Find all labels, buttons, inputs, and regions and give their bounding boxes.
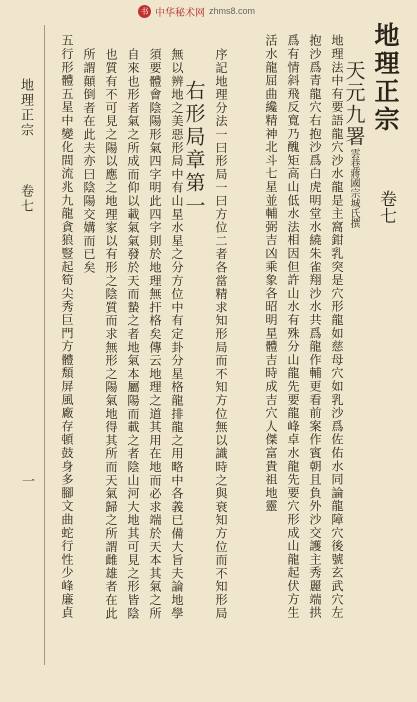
margin-book-title: 地理正宗: [18, 78, 33, 138]
margin-volume: 卷七: [18, 184, 33, 214]
text-column-11: 五行形體五星中變化間流兆九龍貪狼豎起筍尖秀巨門方體頽屏風廠存頓鼓身多腳文曲蛇行性少峰廉貞: [60, 34, 74, 620]
margin-divider: [44, 25, 45, 665]
book-title: 地理正宗: [371, 22, 400, 134]
page-number: 一: [19, 474, 34, 487]
text-column-7: 須要體會陰陽形氣四字明此四字則於地理無扞格矣傳云地理之道其用在地而必求端於天本其氣之所: [148, 48, 162, 620]
text-column-5: 序記地理分法一曰形局一曰方位二者各當精求知形局而不知方位無以識時之與衰知方位而不知形局: [214, 48, 228, 620]
watermark-site-name: 中华秘术网: [155, 7, 205, 19]
text-column-4: 活水龍屈曲纔精神北斗七星並輔弼吉凶乘象各昭明星體吉時成吉穴人傑富貴祖地靈: [264, 34, 278, 513]
text-column-1: 地理法中有要語龍穴沙水龍是主窩鉗乳突是穴形龍如慈母穴如乳沙爲佐佑水同論龍障穴後號玄武穴左: [330, 34, 344, 620]
text-column-6: 無以辨地之美惡形局中有山星水星之分方位中有定卦分星格龍排龍之用略中各義已備大旨夫論地學: [170, 48, 184, 620]
text-column-9: 也質有不可見之陽以應之地理家以有形之陰質而求無形之陽氣地得其所而天氣歸之所謂雌雄者在此: [104, 48, 118, 620]
volume-label: 卷七: [376, 190, 396, 224]
author-line: 雲巷蔣國宗城氏撰: [348, 148, 359, 228]
site-watermark: [138, 3, 255, 19]
text-column-3: 爲有情斜飛反寬乃醜矩高山低水法相因但許山水有殊分山龍先要龍峰卓水龍先要穴形成山龍起伏方生: [286, 34, 300, 620]
chapter-title: 右形局章第一: [182, 80, 206, 218]
section-title: 天元九署: [342, 60, 366, 148]
text-column-10: 所謂顛倒者在此夫亦曰陰陽交媾而已矣: [82, 48, 96, 275]
site-logo-icon: 书: [138, 5, 151, 18]
watermark-url: zhms8.com: [209, 6, 256, 16]
text-column-8: 自來也形者氣之所成而仰以載氣氣發於天而蟄之者地氣本屬陽而載之者陰山河大地其可見之形皆陰: [126, 48, 140, 620]
text-column-2: 抱沙爲青龍穴右抱沙爲白虎明堂水繞朱雀翔沙水共爲龍作輔更看前案作賓朝且負外沙交護主秀麗端拱: [308, 34, 322, 620]
